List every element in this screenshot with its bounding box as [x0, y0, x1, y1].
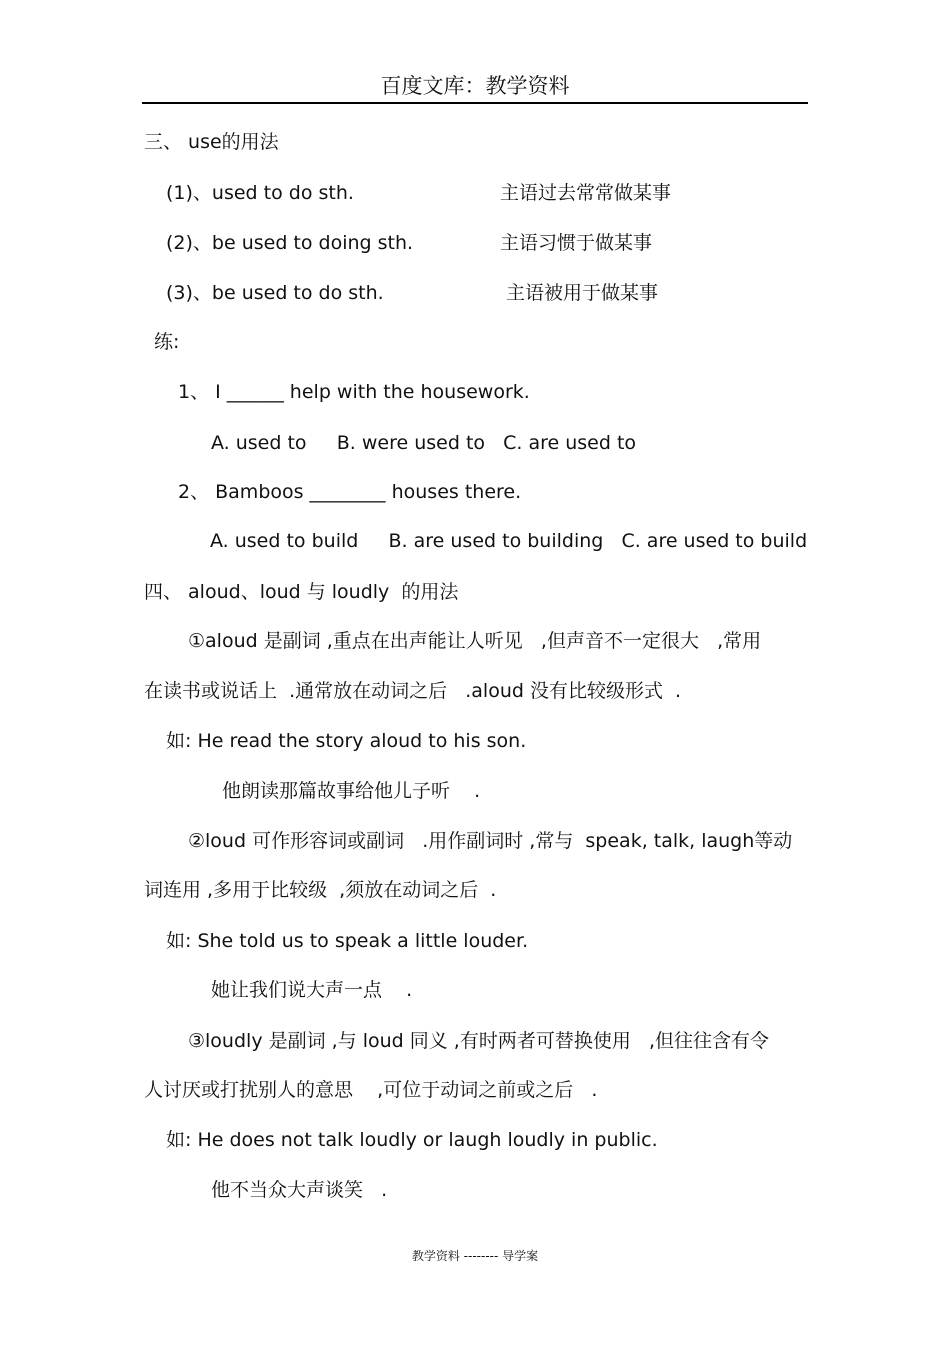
- p3-line-2: 人讨厌或打扰别人的意思 ,可位于动词之前或之后 .: [144, 1079, 598, 1101]
- question-2-options: A. used to build B. are used to building C. are used to build: [210, 530, 808, 552]
- question-2-stem: 2、 Bamboos ________ houses there.: [178, 481, 522, 503]
- header-rule: [142, 102, 808, 104]
- usage-1-en: (1)、used to do sth.: [166, 182, 354, 204]
- p1-line-2: 在读书或说话上 .通常放在动词之后 .aloud 没有比较级形式 .: [144, 680, 682, 702]
- p3-translation: 他不当众大声谈笑 .: [211, 1179, 388, 1201]
- usage-2-en: (2)、be used to doing sth.: [166, 232, 414, 254]
- p2-example: 如: She told us to speak a little louder.: [166, 930, 529, 952]
- page-header-title: 百度文库：教学资料: [380, 74, 570, 98]
- usage-3-en: (3)、be used to do sth.: [166, 282, 384, 304]
- p2-translation: 她让我们说大声一点 .: [211, 979, 413, 1001]
- usage-3-zh: 主语被用于做某事: [506, 282, 659, 304]
- p3-line-1: ③loudly 是副词 ,与 loud 同义 ,有时两者可替换使用 ,但往往含有令: [188, 1030, 770, 1052]
- page-footer: 教学资料 -------- 导学案: [411, 1249, 539, 1263]
- usage-2-zh: 主语习惯于做某事: [500, 232, 653, 254]
- p3-example: 如: He does not talk loudly or laugh loudly in public.: [166, 1129, 658, 1151]
- section3-heading: 三、 use的用法: [144, 131, 279, 153]
- p1-example: 如: He read the story aloud to his son.: [166, 730, 527, 752]
- p2-line-2: 词连用 ,多用于比较级 ,须放在动词之后 .: [144, 879, 497, 901]
- usage-1-zh: 主语过去常常做某事: [500, 182, 672, 204]
- practice-label: 练:: [154, 331, 180, 353]
- question-1-options: A. used to B. were used to C. are used to: [211, 432, 637, 454]
- p2-line-1: ②loud 可作形容词或副词 .用作副词时 ,常与 speak, talk, laugh等动: [188, 830, 793, 852]
- question-1-stem: 1、 I ______ help with the housework.: [178, 381, 530, 403]
- p1-line-1: ①aloud 是副词 ,重点在出声能让人听见 ,但声音不一定很大 ,常用: [188, 630, 762, 652]
- section4-heading: 四、 aloud、loud 与 loudly 的用法: [144, 581, 459, 603]
- p1-translation: 他朗读那篇故事给他儿子听 .: [222, 780, 481, 802]
